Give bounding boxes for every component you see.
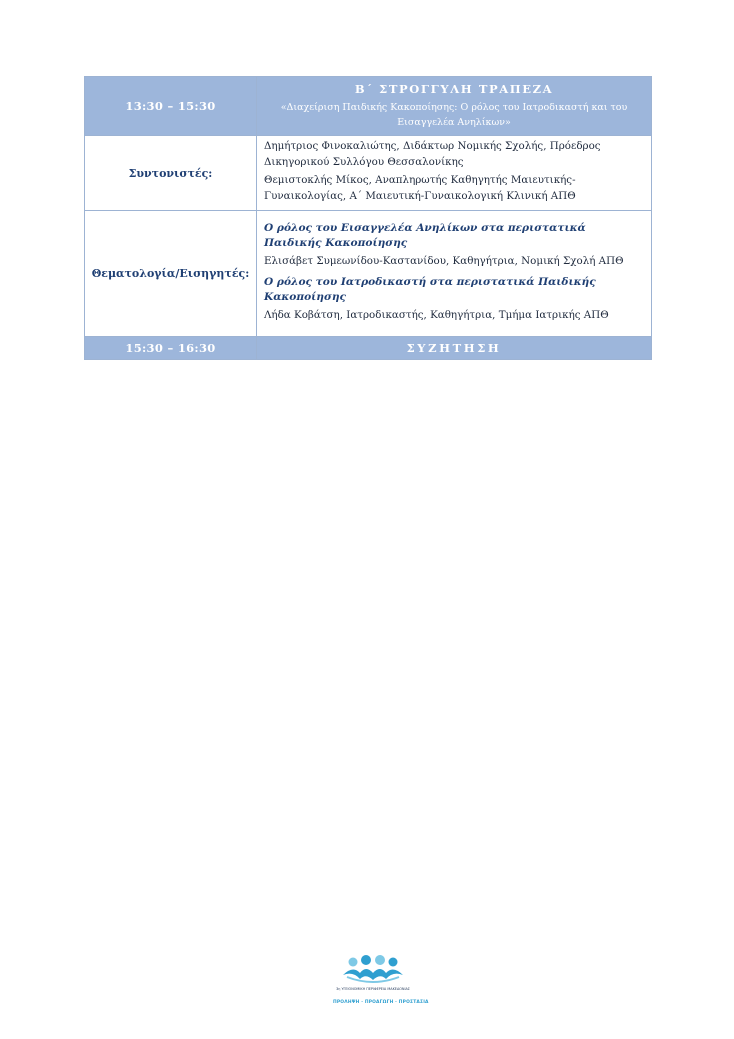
talk-speaker: Ελισάβετ Συμεωνίδου-Καστανίδου, Καθηγήτρια, Νομική Σχολή ΑΠΘ xyxy=(264,255,624,267)
session-time: 13:30 – 15:30 xyxy=(125,99,216,113)
discussion-title-cell xyxy=(257,337,652,360)
session-title-cell xyxy=(257,77,652,136)
session-header-row xyxy=(85,77,652,136)
session-time-cell xyxy=(85,77,257,136)
topics-row xyxy=(85,211,652,337)
moderators-label-cell xyxy=(85,136,257,211)
moderators-label: Συντονιστές: xyxy=(128,166,213,180)
topics-label: Θεματολογία/Εισηγητές: xyxy=(91,267,250,280)
discussion-title: ΣΥΖΗΤΗΣΗ xyxy=(406,341,502,355)
moderator-entry: Θεμιστοκλής Μίκος, Αναπληρωτής Καθηγητής Μαιευτικής-Γυναικολογίας, Α΄ Μαιευτική-Γυναικολογική Κλινική ΑΠΘ xyxy=(264,174,576,202)
topics-label-cell xyxy=(85,211,257,337)
organization-logo xyxy=(333,953,429,1015)
discussion-row xyxy=(85,337,652,360)
session-title: Β΄ ΣΤΡΟΓΓΥΛΗ ΤΡΑΠΕΖΑ xyxy=(354,82,554,96)
program-table xyxy=(84,76,652,360)
moderators-row xyxy=(85,136,652,211)
topics-list-cell xyxy=(257,211,652,337)
talk-speaker: Λήδα Κοβάτση, Ιατροδικαστής, Καθηγήτρια, Τμήμα Ιατρικής ΑΠΘ xyxy=(264,308,609,321)
talk-title: Ο ρόλος του Ιατροδικαστή στα περιστατικά Παιδικής Κακοποίησης xyxy=(264,275,596,303)
moderator-entry: Δημήτριος Φινοκαλιώτης, Διδάκτωρ Νομικής Σχολής, Πρόεδρος Δικηγορικού Συλλόγου Θεσσαλονίκης xyxy=(264,140,601,168)
logo-figures-icon xyxy=(333,953,413,989)
logo-organization-text: 3η ΥΓΕΙΟΝΟΜΙΚΗ ΠΕΡΙΦΕΡΕΙΑ ΜΑΚΕΔΟΝΙΑΣ xyxy=(336,987,410,991)
session-subtitle: «Διαχείριση Παιδικής Κακοποίησης: Ο ρόλος του Ιατροδικαστή και του Εισαγγελέα Ανηλίκων» xyxy=(280,102,628,128)
logo-slogan: ΠΡΟΛΗΨΗ · ΠΡΟΑΓΩΓΗ · ΠΡΟΣΤΑΣΙΑ xyxy=(333,1000,429,1005)
talk-title: Ο ρόλος του Εισαγγελέα Ανηλίκων στα περιστατικά Παιδικής Κακοποίησης xyxy=(264,222,586,249)
discussion-time-cell xyxy=(85,337,257,360)
moderators-list-cell xyxy=(257,136,652,211)
discussion-time: 15:30 – 16:30 xyxy=(125,341,216,355)
